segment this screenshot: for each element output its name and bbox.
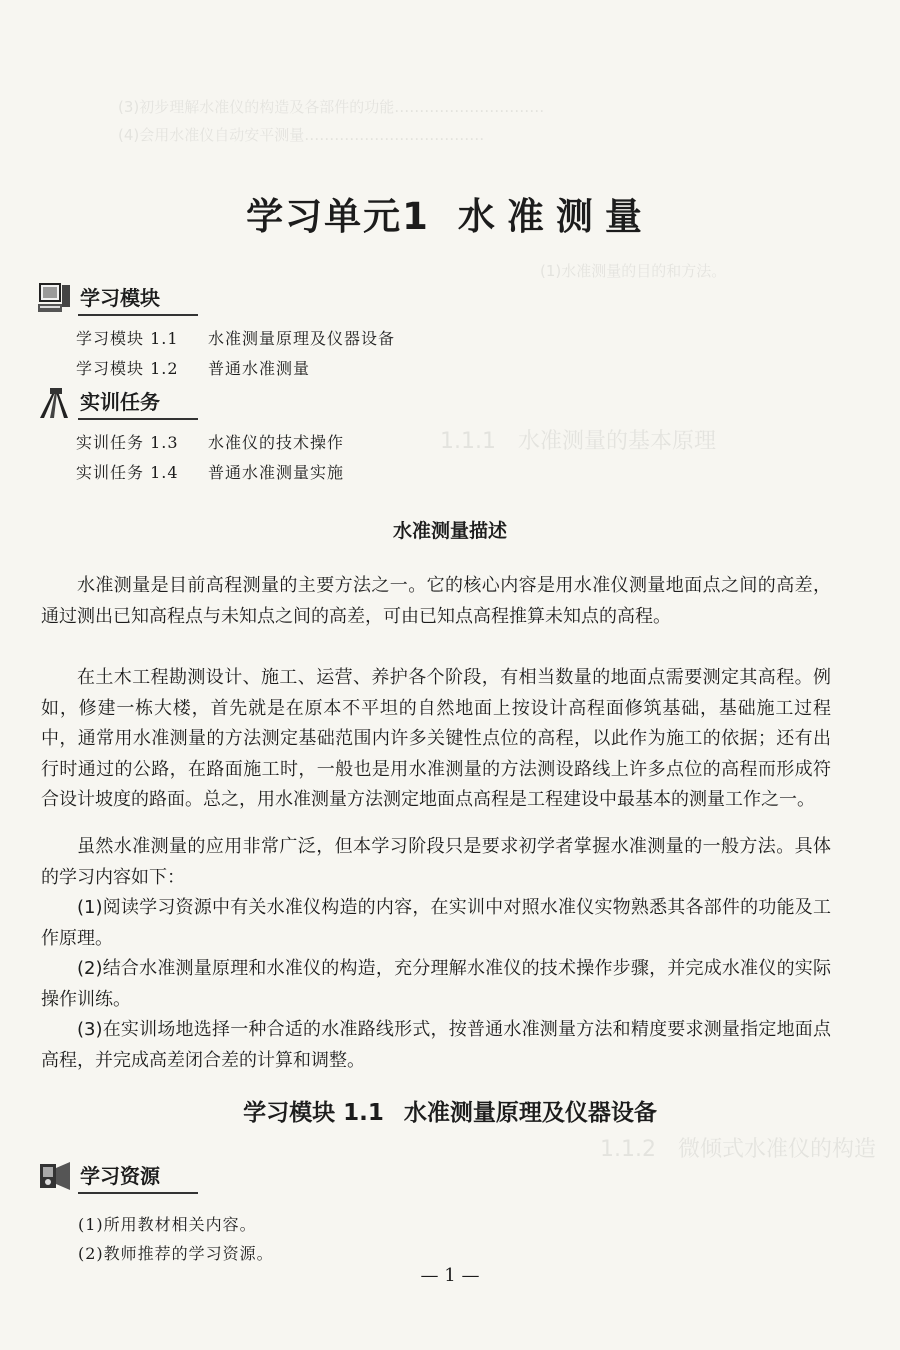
body-paragraph: 虽然水准测量的应用非常广泛，但本学习阶段只是要求初学者掌握水准测量的一般方法。具体的学习内容如下：	[41, 836, 831, 888]
body-paragraph: 在土木工程勘测设计、施工、运营、养护各个阶段，有相当数量的地面点需要测定其高程。例如，修建一栋大楼，首先就是在原本不平坦的自然地面上按设计高程面修筑基础，基础施工过程中，通常用水准测量的方法测定基础范围内许多关键性点位的高程，以此作为施工的依据；还有出行时通过的公路，在路面施工时，一般也是用水准测量的方法测设路线上许多点位的高程而形成符合设计坡度的路面。总之，用水准测量方法测定地面点高程是工程建设中最基本的测量工作之一。	[41, 667, 831, 811]
module-heading-title: 水准测量原理及仪器设备	[403, 1100, 657, 1126]
body-paragraph: 水准测量是目前高程测量的主要方法之一。它的核心内容是用水准仪测量地面点之间的高差，通过测出已知高程点与未知点之间的高差，可由已知点高程推算未知点的高程。	[41, 575, 831, 627]
unit-title	[0, 186, 900, 240]
body-paragraph: (2)结合水准测量原理和水准仪的构造，充分理解水准仪的技术操作步骤，并完成水准仪的实际操作训练。	[41, 958, 831, 1010]
bleed-through-text: (3)初步理解水准仪的构造及各部件的功能…………………………	[118, 98, 545, 116]
bleed-through-text: 1.1.1 水准测量的基本原理	[440, 429, 716, 454]
resource-item: (1)所用教材相关内容。	[78, 1215, 257, 1234]
bleed-through-text: (4)会用水准仪自动安平测量………………………………	[118, 126, 485, 144]
section-label: 学习模块	[78, 282, 198, 316]
task-code: 实训任务 1.4	[76, 463, 179, 482]
module-heading	[0, 1094, 900, 1127]
section-header-modules	[36, 282, 198, 316]
computer-icon	[36, 282, 74, 316]
module-code: 学习模块 1.1	[76, 329, 179, 348]
module-item	[76, 326, 395, 349]
page-number: — 1 —	[420, 1265, 480, 1286]
section-label: 学习资源	[78, 1160, 198, 1194]
task-title: 普通水准测量实施	[208, 463, 345, 482]
module-title: 普通水准测量	[208, 359, 311, 378]
resource-item: (2)教师推荐的学习资源。	[78, 1244, 274, 1263]
bleed-through-text: (1)水准测量的目的和方法。	[540, 262, 727, 280]
task-code: 实训任务 1.3	[76, 433, 179, 452]
task-item	[76, 460, 344, 483]
projector-icon	[36, 1160, 74, 1194]
module-item	[76, 356, 310, 379]
body-paragraph: (1)阅读学习资源中有关水准仪构造的内容，在实训中对照水准仪实物熟悉其各部件的功能及工作原理。	[41, 897, 831, 949]
task-title: 水准仪的技术操作	[208, 433, 345, 452]
unit-number: 学习单元1	[246, 195, 430, 238]
survey-instrument-icon	[36, 386, 74, 420]
module-heading-number: 学习模块 1.1	[243, 1100, 384, 1126]
body-paragraph: (3)在实训场地选择一种合适的水准路线形式，按普通水准测量方法和精度要求测量指定地面点高程，并完成高差闭合差的计算和调整。	[41, 1019, 831, 1071]
description-heading: 水准测量描述	[392, 520, 507, 542]
module-title: 水准测量原理及仪器设备	[208, 329, 396, 348]
bleed-through-text: 1.1.2 微倾式水准仪的构造	[600, 1137, 876, 1162]
unit-name: 水准测量	[457, 195, 654, 238]
section-header-tasks	[36, 386, 198, 420]
section-header-resources	[36, 1160, 198, 1194]
module-code: 学习模块 1.2	[76, 359, 179, 378]
task-item	[76, 430, 344, 453]
section-label: 实训任务	[78, 386, 198, 420]
